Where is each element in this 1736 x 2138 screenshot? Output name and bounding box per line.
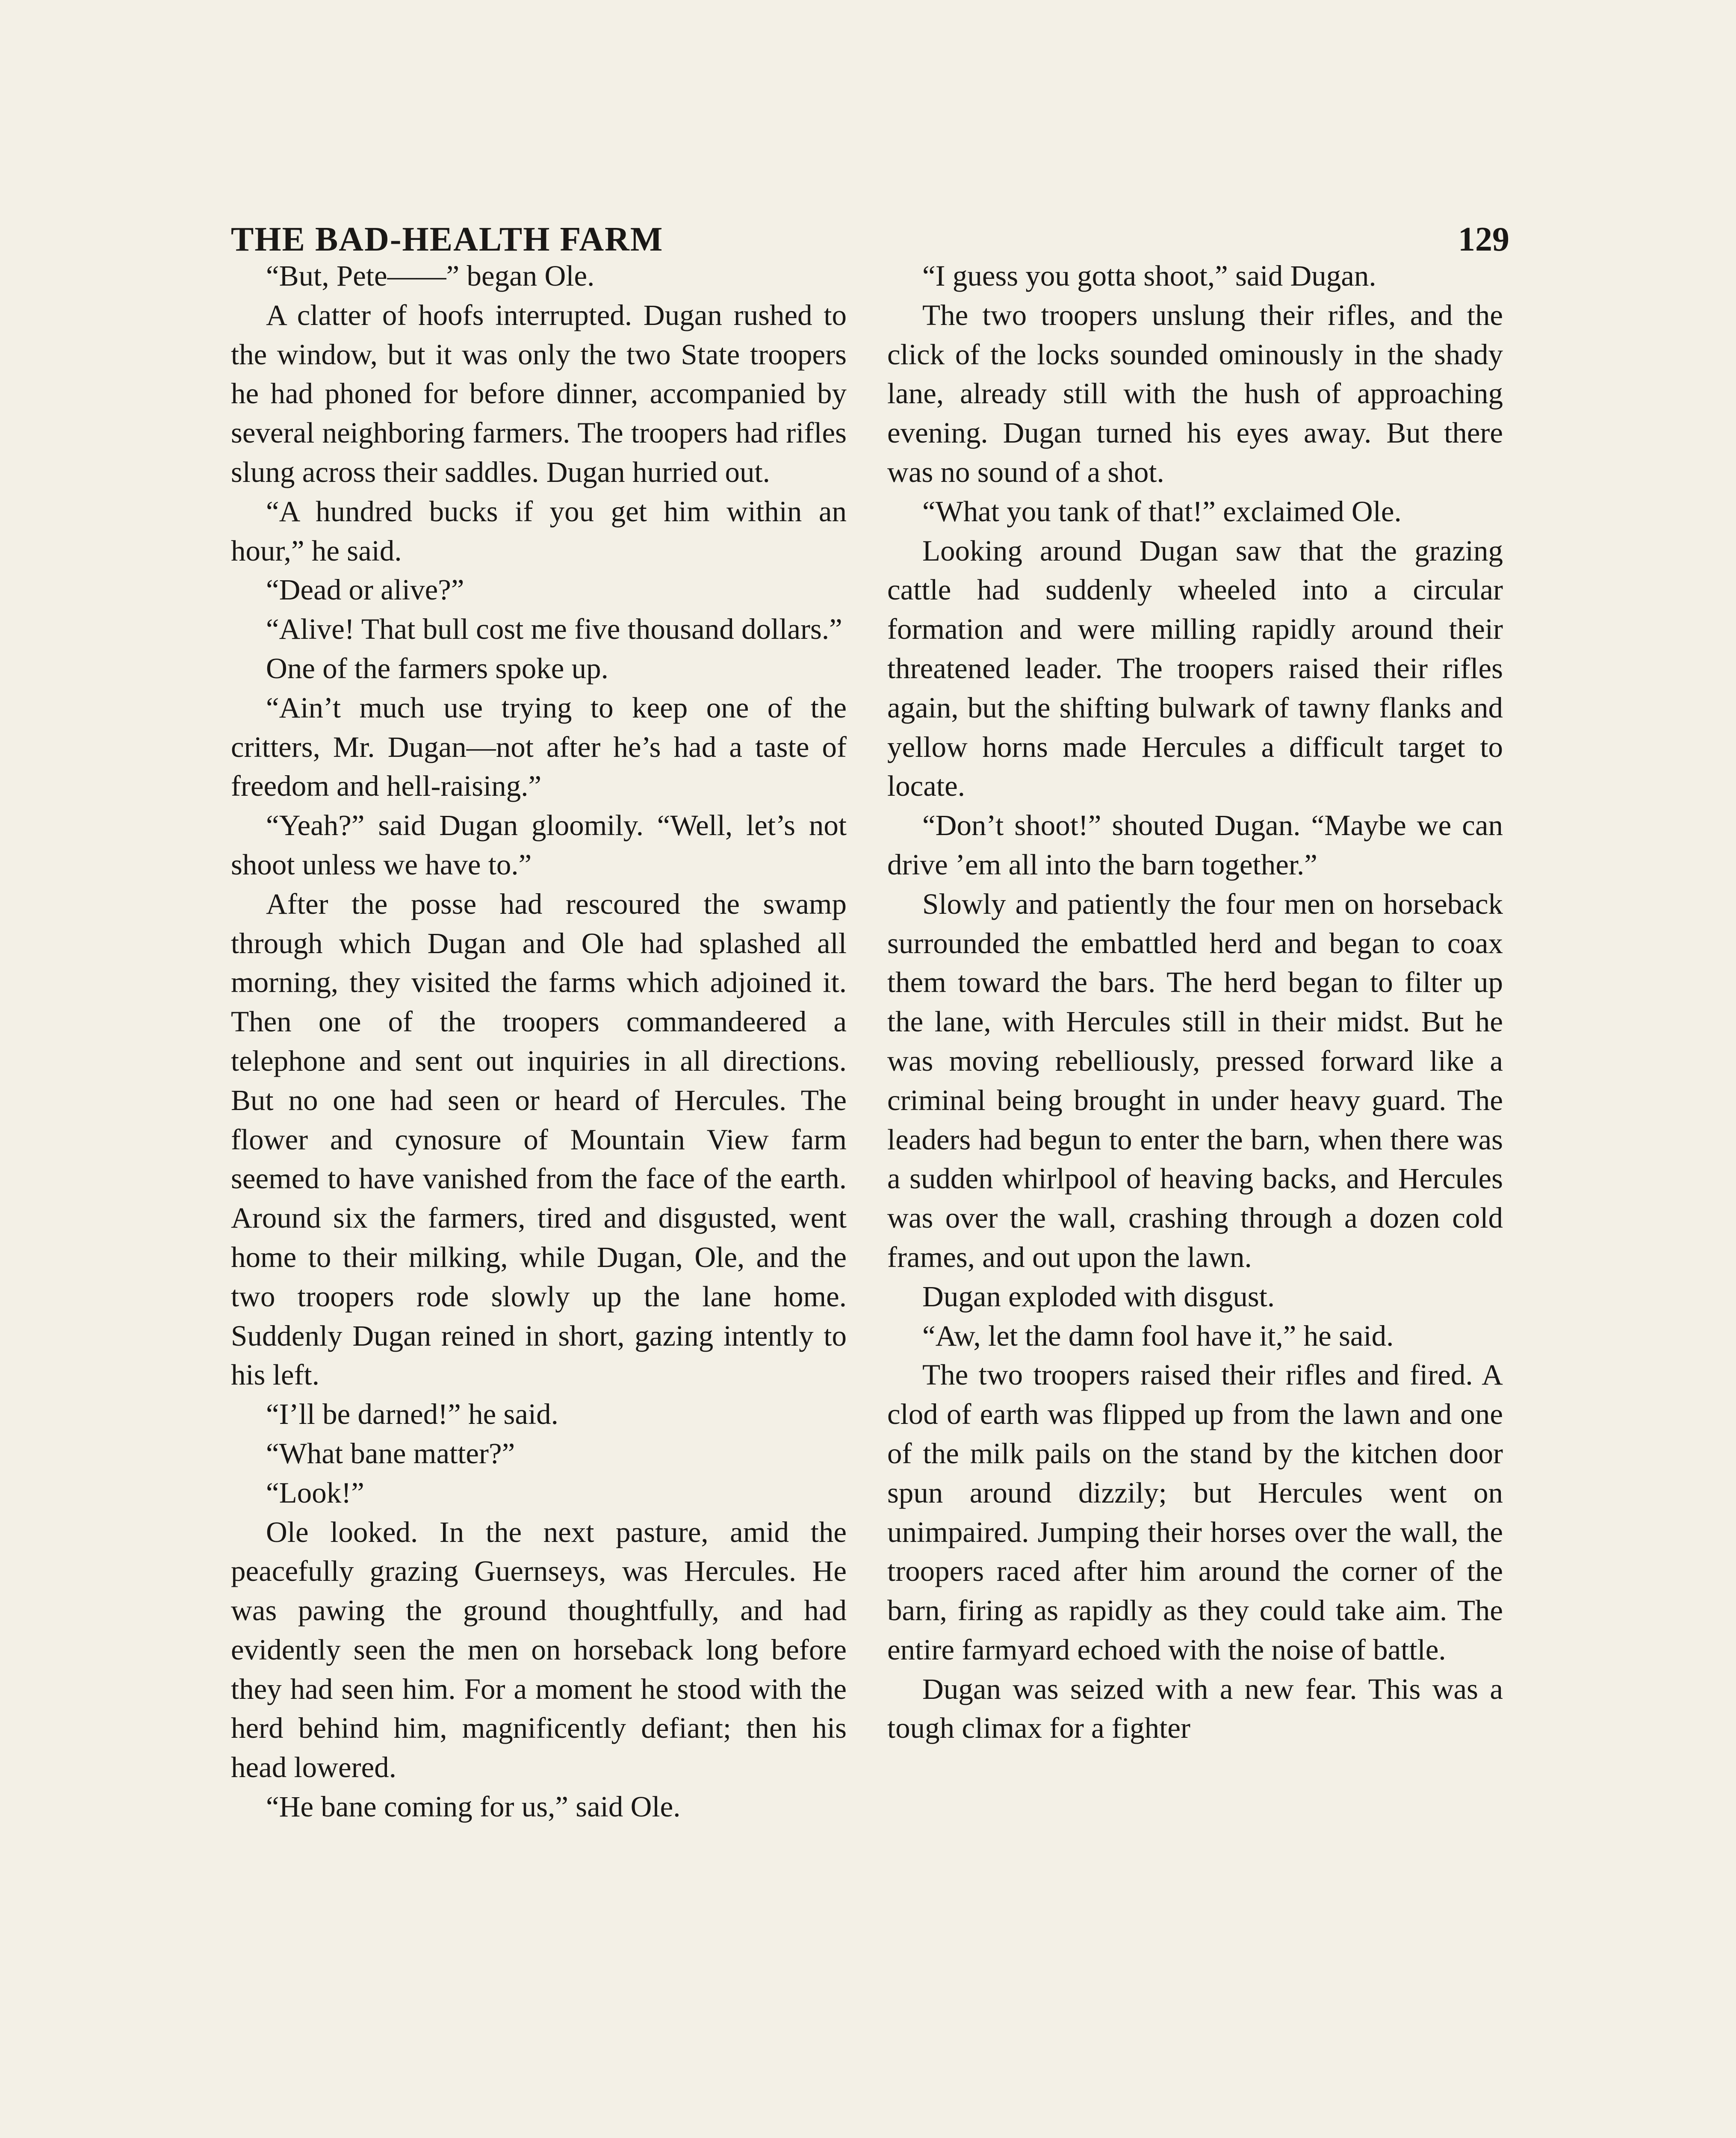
paragraph: After the posse had rescoured the swamp through which Dugan and Ole had splashed all morning, they visited the farms which adjoined it. Then one of the troopers commandeered a telephone and sent out inquiries in all directions. But no one had seen or heard of Hercules. The flower and cynosure of Mountain View farm seemed to have vanished from the face of the earth. Around six the farmers, tired and disgusted, went home to their milking, while Dugan, Ole, and the two troopers rode slowly up the lane home. Suddenly Dugan reined in short, gazing intently to his left. bbox=[231, 887, 847, 1391]
paragraph: “He bane coming for us,” said Ole. bbox=[266, 1790, 681, 1823]
left-column bbox=[231, 257, 847, 1827]
paragraph: “I guess you gotta shoot,” said Dugan. bbox=[922, 260, 1376, 292]
paragraph: “What you tank of that!” exclaimed Ole. bbox=[922, 495, 1402, 528]
paragraph: The two troopers raised their rifles and fired. A clod of earth was flipped up from the lawn and one of the milk pails on the stand by the kitchen door spun around dizzily; but Hercules went on unimpaired. Jumping their horses over the wall, the troopers raced after him around the corner of the barn, firing as rapidly as they could take aim. The entire farmyard echoed with the noise of battle. bbox=[887, 1358, 1503, 1666]
paragraph: Ole looked. In the next pasture, amid the peacefully grazing Guernseys, was Hercules. He was pawing the ground thoughtfully, and had evidently seen the men on horseback long before they had seen him. For a moment he stood with the herd behind him, magnificently defiant; then his head lowered. bbox=[231, 1515, 847, 1784]
paragraph: Slowly and patiently the four men on horseback surrounded the embattled herd and began to coax them toward the bars. The herd began to filter up the lane, with Hercules still in their midst. But he was moving rebelliously, pressed forward like a criminal being brought in under heavy guard. The leaders had begun to enter the barn, when there was a sudden whirlpool of heaving backs, and Hercules was over the wall, crashing through a dozen cold frames, and out upon the lawn. bbox=[887, 887, 1503, 1273]
page-number: 129 bbox=[1458, 221, 1509, 258]
paragraph: Looking around Dugan saw that the grazing cattle had suddenly wheeled into a circular formation and were milling rapidly around their threatened leader. The troopers raised their rifles again, but the shifting bulwark of tawny flanks and yellow horns made Hercules a difficult target to locate. bbox=[887, 534, 1503, 803]
paragraph: “Ain’t much use trying to keep one of the critters, Mr. Dugan—not after he’s had a taste of freedom and hell-raising.” bbox=[231, 691, 847, 803]
paragraph: “Look!” bbox=[266, 1476, 364, 1509]
right-column bbox=[887, 257, 1503, 1748]
paragraph: “Yeah?” said Dugan gloomily. “Well, let’s not shoot unless we have to.” bbox=[231, 809, 847, 881]
paragraph: The two troopers unslung their rifles, and the click of the locks sounded ominously in the shady lane, already still with the hush of approaching evening. Dugan turned his eyes away. But there was no sound of a shot. bbox=[887, 298, 1503, 488]
paragraph: “What bane matter?” bbox=[266, 1437, 515, 1470]
paragraph: “Alive! That bull cost me five thousand dollars.” bbox=[266, 613, 842, 646]
paragraph: “Don’t shoot!” shouted Dugan. “Maybe we can drive ’em all into the barn together.” bbox=[887, 809, 1503, 881]
paragraph: “I’ll be darned!” he said. bbox=[266, 1398, 558, 1431]
paragraph: “A hundred bucks if you get him within an hour,” he said. bbox=[231, 495, 847, 567]
running-head bbox=[231, 216, 1509, 263]
paragraph: “Dead or alive?” bbox=[266, 573, 464, 606]
paragraph: Dugan was seized with a new fear. This was a tough climax for a fighter bbox=[887, 1672, 1503, 1745]
paragraph: Dugan exploded with disgust. bbox=[922, 1280, 1275, 1313]
paragraph: “But, Pete——” began Ole. bbox=[266, 260, 595, 292]
paragraph: A clatter of hoofs interrupted. Dugan rushed to the window, but it was only the two State troopers he had phoned for before dinner, accompanied by several neighboring farmers. The troopers had rifles slung across their saddles. Dugan hurried out. bbox=[231, 298, 847, 488]
paragraph: “Aw, let the damn fool have it,” he said. bbox=[922, 1319, 1394, 1352]
paragraph: One of the farmers spoke up. bbox=[266, 652, 608, 685]
running-title: THE BAD-HEALTH FARM bbox=[231, 221, 664, 258]
